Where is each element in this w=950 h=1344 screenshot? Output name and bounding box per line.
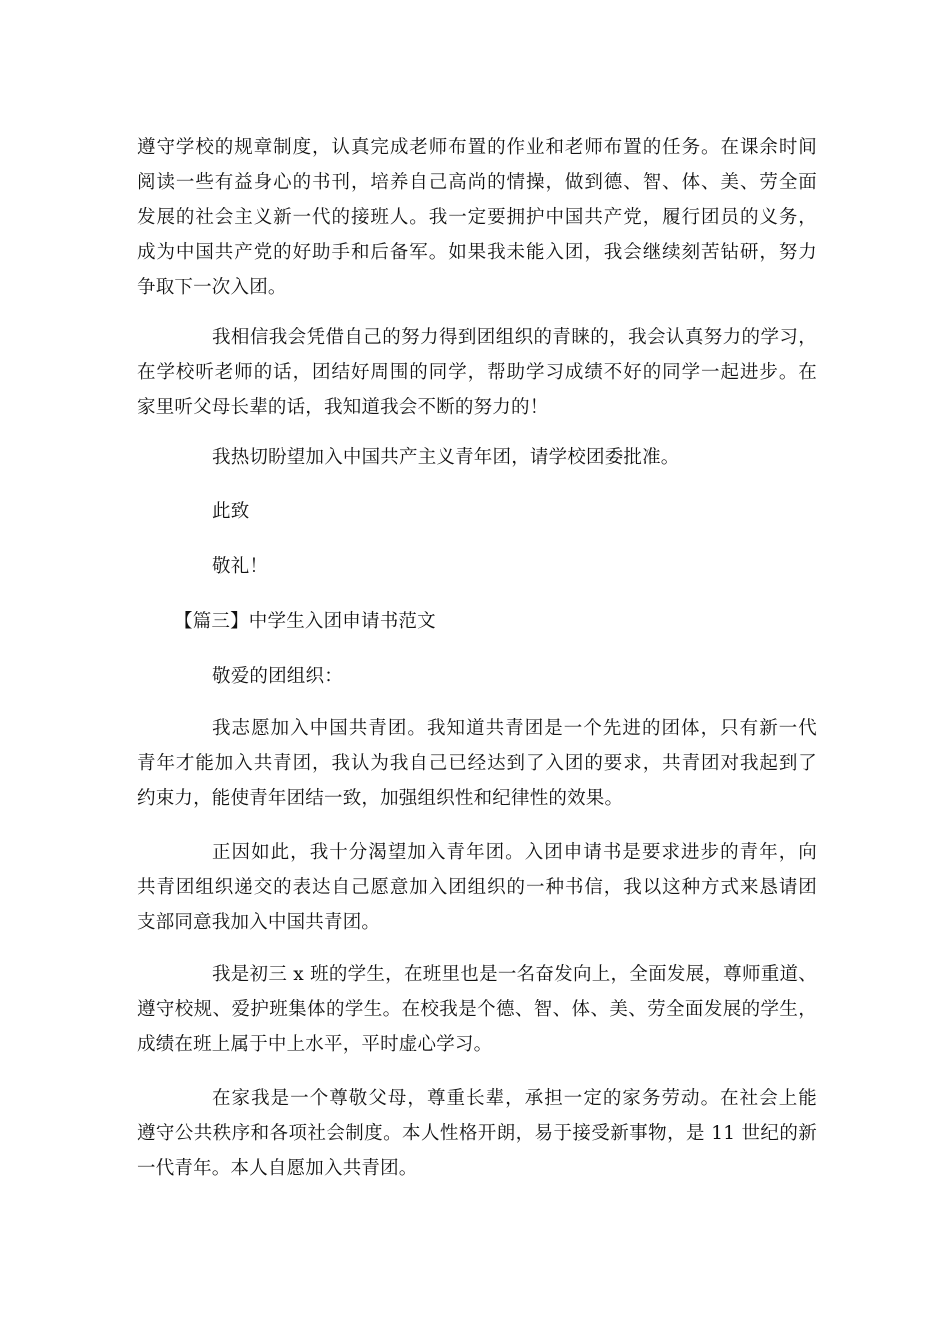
closing-line: 敬礼！	[212, 556, 269, 577]
paragraph-line: 我是初三 x 班的学生，在班里也是一名奋发向上，全面发展，尊师重道、	[212, 964, 817, 985]
section-heading: 【篇三】中学生入团申请书范文	[174, 611, 436, 632]
paragraph-line: 在家我是一个尊敬父母，尊重长辈，承担一定的家务劳动。在社会上能	[212, 1088, 817, 1109]
closing-line: 此致	[212, 501, 250, 522]
paragraph-line: 成绩在班上属于中上水平，平时虚心学习。	[137, 1034, 493, 1055]
paragraph-line: 遵守公共秩序和各项社会制度。本人性格开朗，易于接受新事物，是 11 世纪的新	[137, 1123, 817, 1144]
paragraph-line: 成为中国共产党的好助手和后备军。如果我未能入团，我会继续刻苦钻研，努力	[137, 242, 817, 263]
paragraph-line: 家里听父母长辈的话，我知道我会不断的努力的！	[137, 397, 549, 418]
paragraph-line: 共青团组织递交的表达自己愿意加入团组织的一种书信，我以这种方式来恳请团	[137, 877, 817, 898]
request-line: 我热切盼望加入中国共产主义青年团，请学校团委批准。	[212, 447, 680, 468]
paragraph-line: 在学校听老师的话，团结好周围的同学，帮助学习成绩不好的同学一起进步。在	[137, 362, 817, 383]
paragraph-line: 我志愿加入中国共青团。我知道共青团是一个先进的团体，只有新一代	[212, 718, 817, 739]
paragraph-line: 约束力，能使青年团结一致，加强组织性和纪律性的效果。	[137, 788, 624, 809]
paragraph-line: 发展的社会主义新一代的接班人。我一定要拥护中国共产党，履行团员的义务，	[137, 207, 817, 228]
paragraph-line: 遵守学校的规章制度，认真完成老师布置的作业和老师布置的任务。在课余时间	[137, 137, 817, 158]
paragraph-line: 我相信我会凭借自己的努力得到团组织的青睐的，我会认真努力的学习，	[212, 327, 817, 348]
paragraph-line: 一代青年。本人自愿加入共青团。	[137, 1158, 418, 1179]
paragraph-line: 正因如此，我十分渴望加入青年团。入团申请书是要求进步的青年，向	[212, 842, 817, 863]
paragraph-line: 争取下一次入团。	[137, 277, 287, 298]
paragraph-line: 阅读一些有益身心的书刊，培养自己高尚的情操，做到德、智、体、美、劳全面	[137, 172, 817, 193]
salutation: 敬爱的团组织：	[212, 666, 343, 687]
paragraph-line: 遵守校规、爱护班集体的学生。在校我是个德、智、体、美、劳全面发展的学生，	[137, 999, 817, 1020]
paragraph-line: 支部同意我加入中国共青团。	[137, 912, 381, 933]
paragraph-line: 青年才能加入共青团，我认为我自己已经达到了入团的要求，共青团对我起到了	[137, 753, 817, 774]
